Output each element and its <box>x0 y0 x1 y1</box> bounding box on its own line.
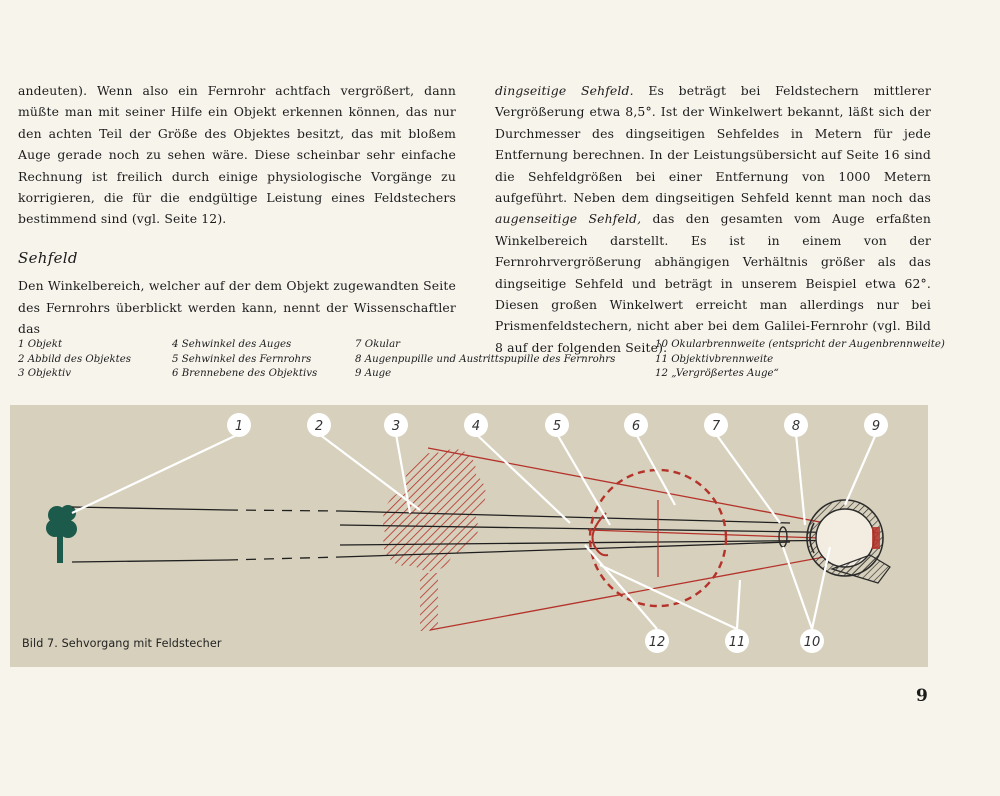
legend-group-3 <box>355 338 615 382</box>
marker-5: 5 <box>552 419 562 434</box>
legend-item: 12 „Vergrößertes Auge“ <box>655 368 779 379</box>
tree-image-icon <box>383 449 486 631</box>
figure-diagram <box>10 405 928 667</box>
legend-item: 11 Objektivbrennweite <box>655 353 774 365</box>
paragraph-intro: andeuten). Wenn also ein Fernrohr achtfach vergrößert, dann müßte man mit seiner Hilfe ein Objekt erkennen können, das nur den achten Teil der Größe des Objektes besitzt, das mit bloßem Auge gerade noch zu sehen wäre. Diese scheinbar sehr einfache Rechnung ist freilich durch einige physiologische Vorgänge zu korrigieren, die für die endgültige Leistung eines Feldstechers bestimmend sind (vgl. Seite 12). <box>18 83 456 227</box>
paragraph-sehfeld: Den Winkelbereich, welcher auf der dem Objekt zugewandten Seite des Fernrohrs überblickt werden kann, nennt der Wissenschaftler das <box>18 278 456 337</box>
legend-item: 5 Sehwinkel des Fernrohrs <box>172 353 312 365</box>
legend-item: 2 Abbild des Objektes <box>18 353 131 365</box>
legend-item: 4 Sehwinkel des Auges <box>172 339 292 350</box>
legend-item: 8 Augenpupille und Austrittspupille des Fernrohrs <box>355 353 616 365</box>
marker-12: 12 <box>648 635 666 650</box>
legend-item: 1 Objekt <box>18 339 63 350</box>
section-heading-sehfeld: Sehfeld <box>18 248 78 267</box>
legend-item: 3 Objektiv <box>18 368 72 379</box>
figure-caption: Bild 7. Sehvorgang mit Feldstecher <box>22 637 222 650</box>
figure-sehvorgang <box>10 405 928 667</box>
left-text-column <box>18 80 456 339</box>
legend-item: 9 Auge <box>355 368 392 379</box>
marker-8: 8 <box>791 419 801 434</box>
marker-9: 9 <box>871 419 881 434</box>
right-text-column <box>495 80 931 358</box>
legend-item: 10 Okularbrennweite (entspricht der Augenbrennweite) <box>655 339 945 350</box>
marker-3: 3 <box>391 419 401 434</box>
marker-2: 2 <box>314 419 324 434</box>
top-markers <box>227 413 888 437</box>
marker-6: 6 <box>631 419 641 434</box>
legend-item: 6 Brennebene des Objektivs <box>172 368 318 379</box>
legend-group-4 <box>655 338 945 382</box>
text-part-1: Es beträgt bei Feldstechern mittlerer Vergrößerung etwa 8,5°. Ist der Winkelwert bekannt, läßt sich der Durchmesser des dingseitigen Sehfeldes in Metern für jede Entfernung berechnen. In der Leistungsübersicht auf Seite 16 sind die Sehfeldgrößen bei einer Entfernung von 1000 Metern aufgeführt. Neben dem dingseitigen Sehfeld kennt man noch das <box>495 83 931 206</box>
term-augenseitiges-sehfeld: augenseitige Sehfeld, <box>495 211 642 227</box>
marker-11: 11 <box>728 635 746 650</box>
eye-icon <box>807 500 890 583</box>
marker-10: 10 <box>803 635 821 650</box>
bottom-markers <box>645 629 824 653</box>
enlarged-eye-circle <box>590 470 726 606</box>
legend-item: 7 Okular <box>355 339 401 350</box>
page-number: 9 <box>916 686 928 706</box>
marker-4: 4 <box>471 419 481 434</box>
legend-group-1 <box>18 338 131 382</box>
paragraph-sehfeld-continued <box>495 80 931 358</box>
text-part-2: das den gesamten vom Auge erfaßten Winkelbereich darstellt. Es ist in einem von der Fernrohrvergrößerung abhängigen Verhältnis größer als das dingseitige Sehfeld und beträgt in unserem Beispiel etwa 62°. Diesen großen Winkelwert erreicht man allerdings nur bei Prismenfeldstechern, nicht aber bei dem Galilei-Fernrohr (vgl. Bild 8 auf der folgenden Seite). <box>495 211 931 355</box>
marker-1: 1 <box>234 419 244 434</box>
marker-7: 7 <box>711 419 721 434</box>
legend-group-2 <box>172 338 317 382</box>
term-dingseitiges-sehfeld: dingseitige Sehfeld. <box>495 83 634 98</box>
